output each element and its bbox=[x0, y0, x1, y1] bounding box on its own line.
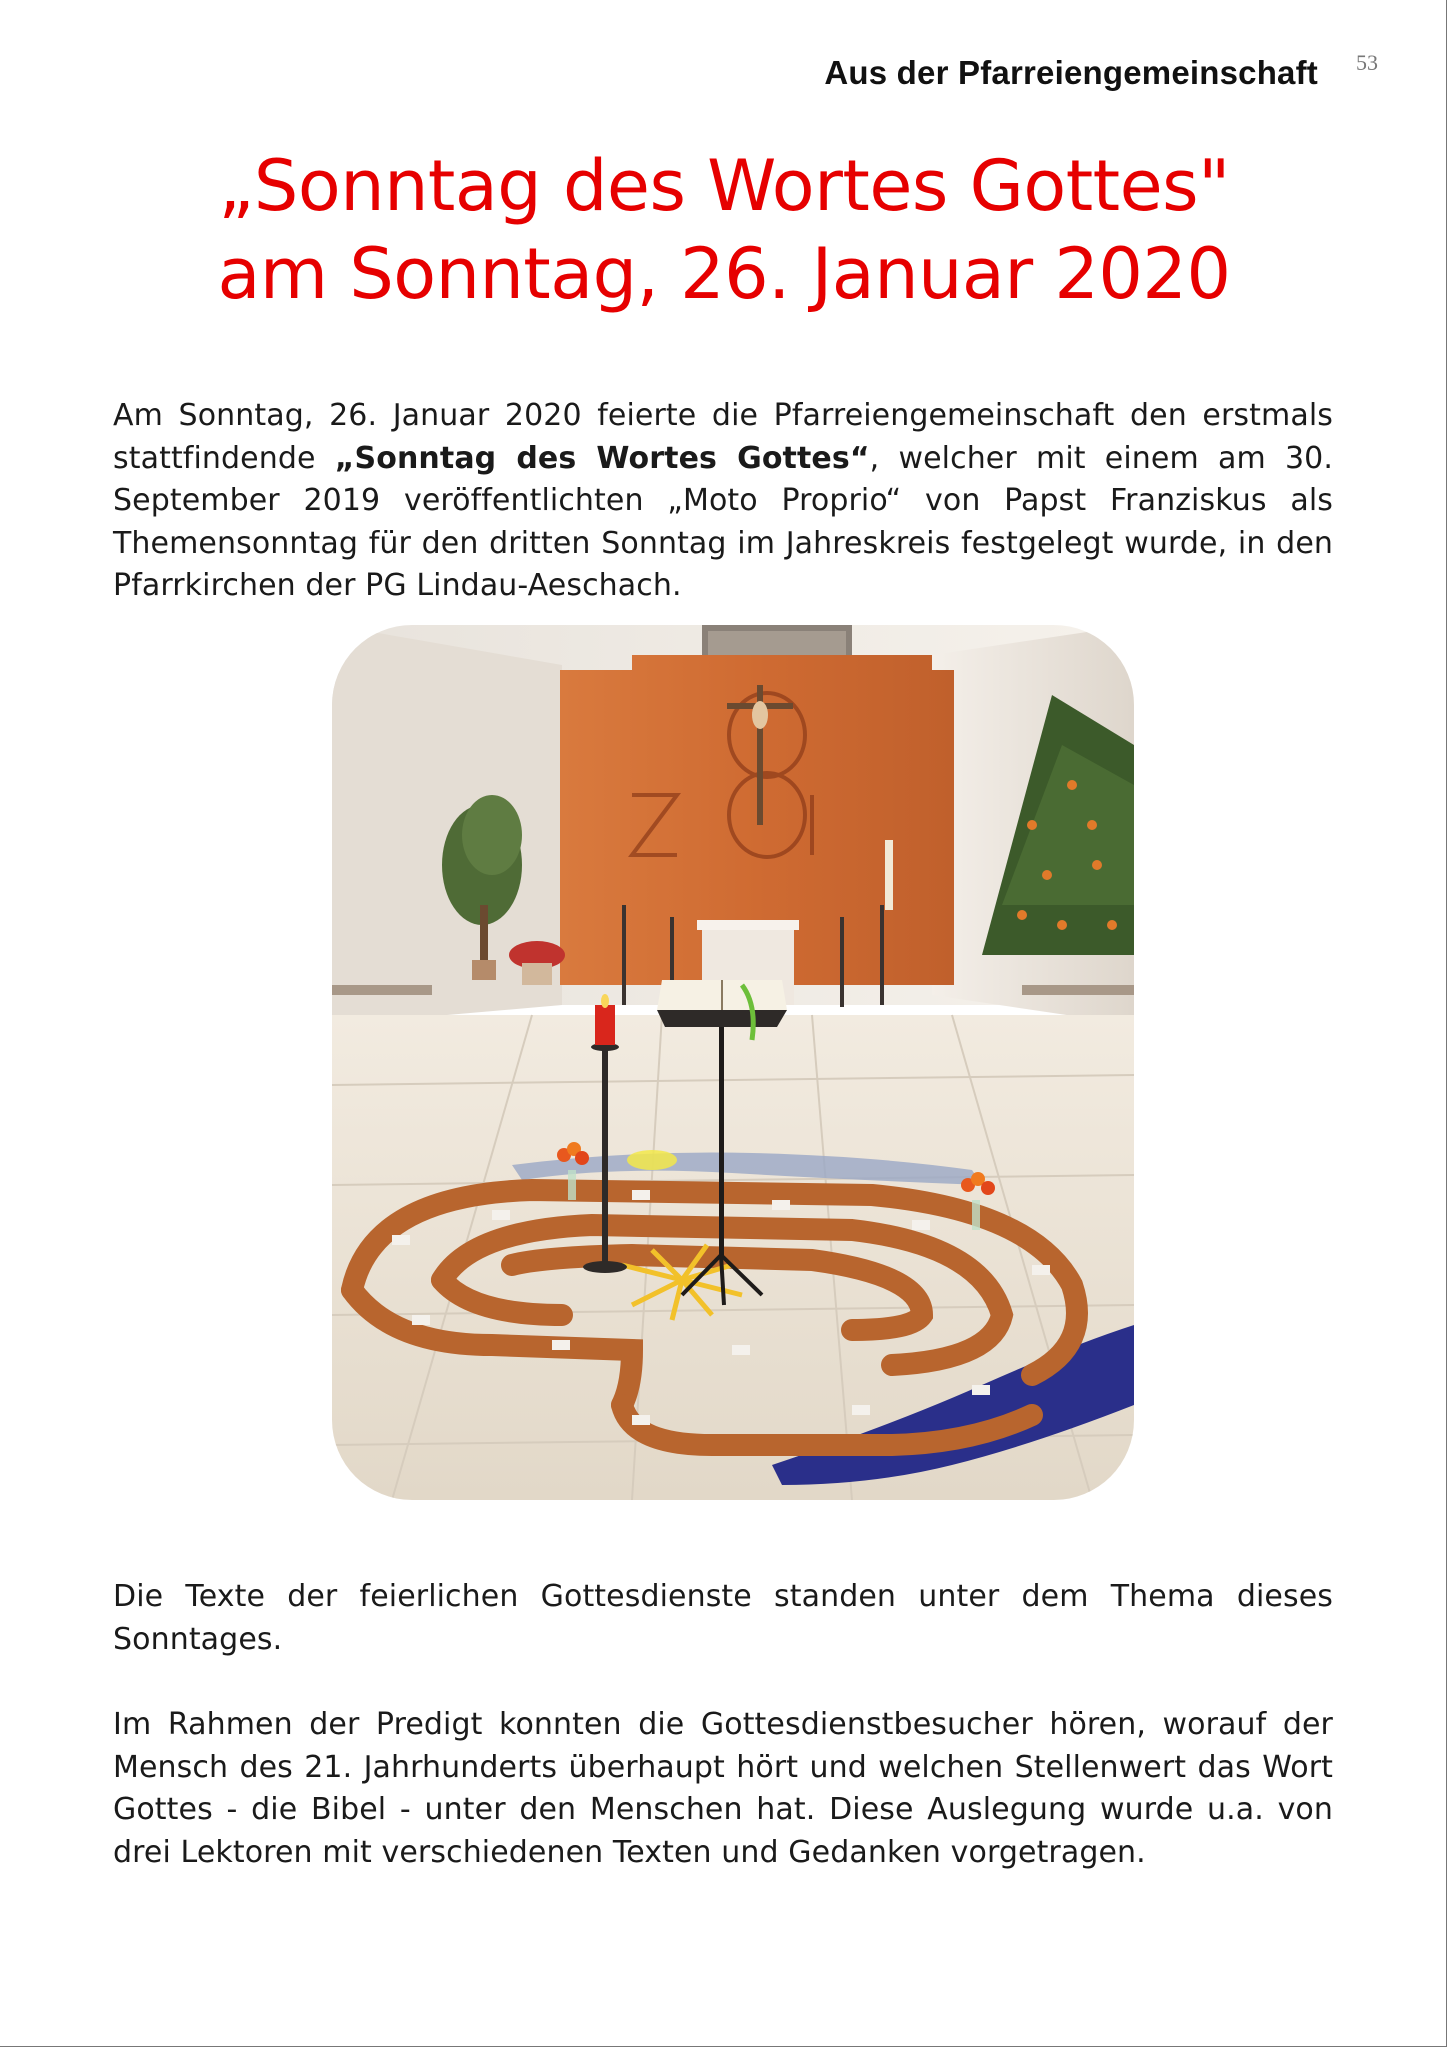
paragraph-3: Im Rahmen der Predigt konnten die Gottesdienstbesucher hören, worauf der Mensch des 21. Jahrhunderts überhaupt hört und welchen Stellenwert das Wort Gottes - die Bibel - unter den Menschen hat. Diese Auslegung wurde u.a. von drei Lektoren mit verschiedenen Texten und Gedanken vorgetragen. bbox=[113, 1707, 1333, 1870]
article-title bbox=[0, 142, 1448, 318]
title-line-1: „Sonntag des Wortes Gottes" bbox=[218, 145, 1230, 227]
intro-text-1: Am Sonntag, 26. Januar 2020 feierte die Pfarreiengemeinschaft den erstmals stattfindende bbox=[113, 398, 1333, 476]
photo-illustration bbox=[332, 625, 1134, 1500]
running-header: Aus der Pfarreiengemeinschaft bbox=[824, 54, 1318, 91]
intro-text-2: , welcher mit einem am 30. September 2019 veröffentlichten „Moto Proprio“ von Papst Franziskus als Themensonntag für den dritten Sonntag im Jahreskreis festgelegt wurde, in den Pfarrkirchen der PG Lindau-Aeschach. bbox=[113, 440, 1333, 603]
paragraph-2: Die Texte der feierlichen Gottesdienste standen unter dem Thema dieses Sonntages. bbox=[113, 1579, 1333, 1657]
church-altar-photo bbox=[332, 625, 1134, 1500]
intro-bold-title: „Sonntag des Wortes Gottes“ bbox=[334, 440, 870, 476]
page-number: 53 bbox=[1356, 50, 1378, 75]
intro-paragraph bbox=[113, 395, 1333, 608]
title-line-2: am Sonntag, 26. Januar 2020 bbox=[217, 233, 1231, 315]
